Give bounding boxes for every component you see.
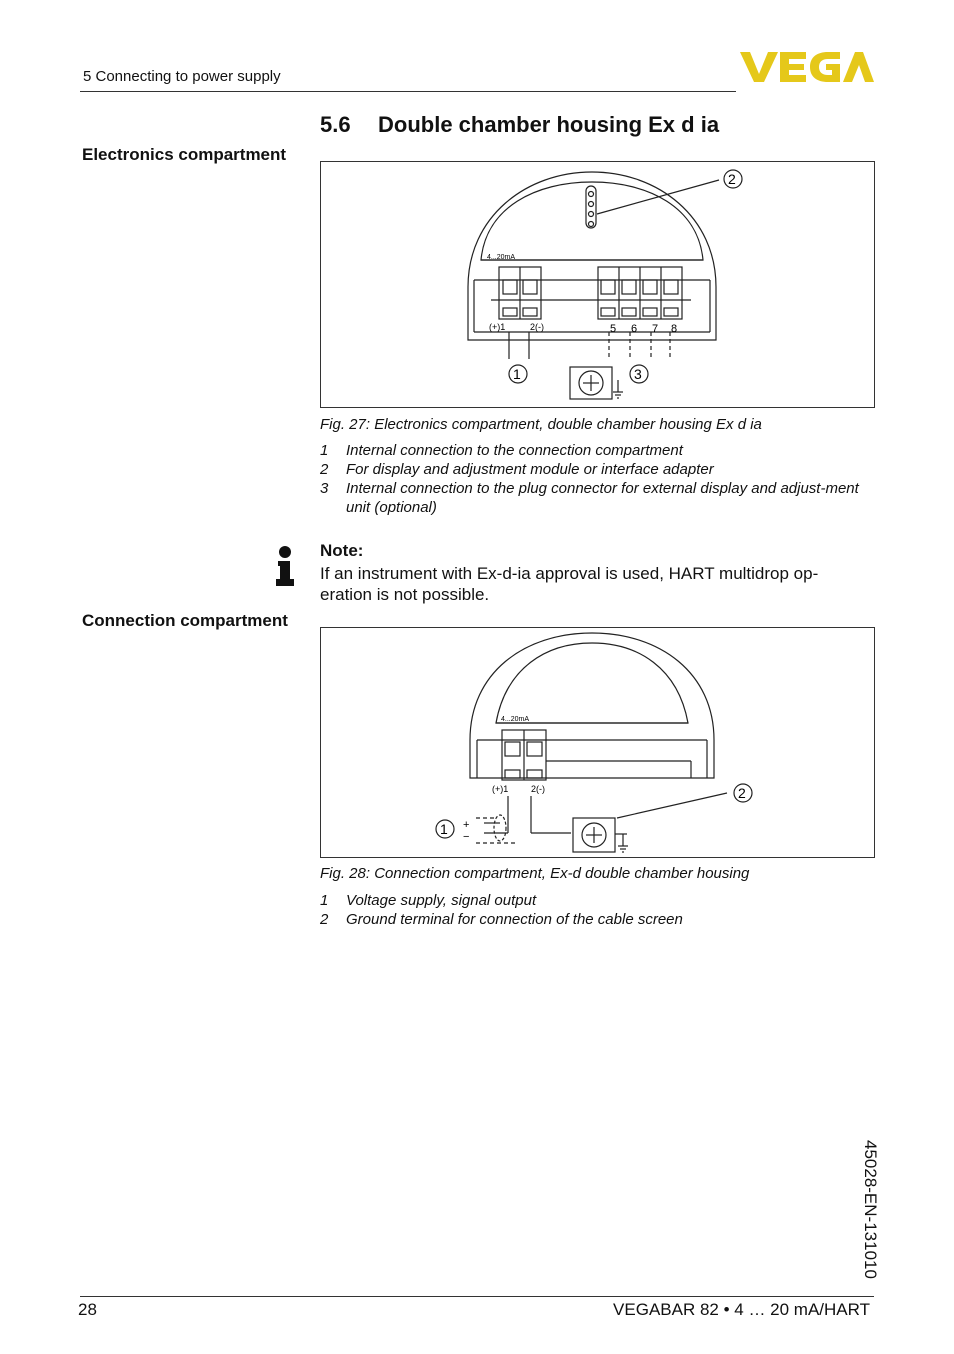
document-number: 45028-EN-131010 [861, 1140, 880, 1279]
legend-item: 3 Internal connection to the plug connector for external display and adjust-ment unit (optional) [320, 480, 859, 516]
section-number: 5.6 [320, 112, 351, 137]
page-number: 28 [78, 1300, 97, 1319]
fig28-callout-2: 2 [738, 785, 746, 801]
fig28-callout-1: 1 [440, 821, 448, 837]
fig28-connection-diagram [320, 627, 875, 858]
fig28-terminal-plus: (+)1 [492, 784, 509, 794]
section-title [320, 112, 719, 138]
legend-item: 2 For display and adjustment module or interface adapter [320, 461, 714, 478]
fig27-callout-3: 3 [634, 366, 642, 382]
fig27-signal-label: 4...20mA [487, 254, 516, 261]
fig27-terminal-minus: 2(-) [530, 322, 544, 332]
fig28-supply-minus: − [463, 831, 470, 843]
header-rule [80, 91, 736, 92]
vega-logo [740, 50, 874, 84]
fig28-terminal-minus: 2(-) [531, 784, 545, 794]
fig28-caption: Fig. 28: Connection compartment, Ex-d double chamber housing [320, 865, 750, 882]
fig27-caption: Fig. 27: Electronics compartment, double chamber housing Ex d ia [320, 416, 762, 433]
legend-item: 1 Internal connection to the connection compartment [320, 442, 683, 459]
chapter-header: 5 Connecting to power supply [83, 68, 281, 85]
fig27-terminal-plus: (+)1 [489, 322, 506, 332]
fig27-terminal-6: 6 [631, 323, 638, 335]
fig27-electronics-diagram [320, 161, 875, 408]
heading-connection: Connection compartment [82, 611, 288, 630]
footer-rule [80, 1296, 874, 1297]
footer-doc-title: VEGABAR 82 • 4 … 20 mA/HART [613, 1300, 870, 1319]
fig27-callout-1: 1 [513, 366, 521, 382]
note-body: If an instrument with Ex-d-ia approval is used, HART multidrop op-eration is not possible. [320, 564, 819, 604]
section-title-text: Double chamber housing Ex d ia [378, 112, 720, 137]
fig27-callout-2: 2 [728, 171, 736, 187]
fig27-terminal-5: 5 [610, 323, 617, 335]
info-icon [274, 545, 296, 587]
legend-item: 2 Ground terminal for connection of the cable screen [320, 911, 683, 928]
fig28-supply-plus: + [463, 819, 470, 831]
fig27-legend [320, 441, 860, 517]
fig28-legend [320, 891, 860, 929]
fig28-signal-label: 4...20mA [501, 716, 530, 723]
note-title: Note: [320, 541, 364, 560]
fig27-terminal-7: 7 [652, 323, 659, 335]
fig27-terminal-8: 8 [671, 323, 678, 335]
heading-electronics: Electronics compartment [82, 145, 287, 164]
legend-item: 1 Voltage supply, signal output [320, 892, 537, 909]
